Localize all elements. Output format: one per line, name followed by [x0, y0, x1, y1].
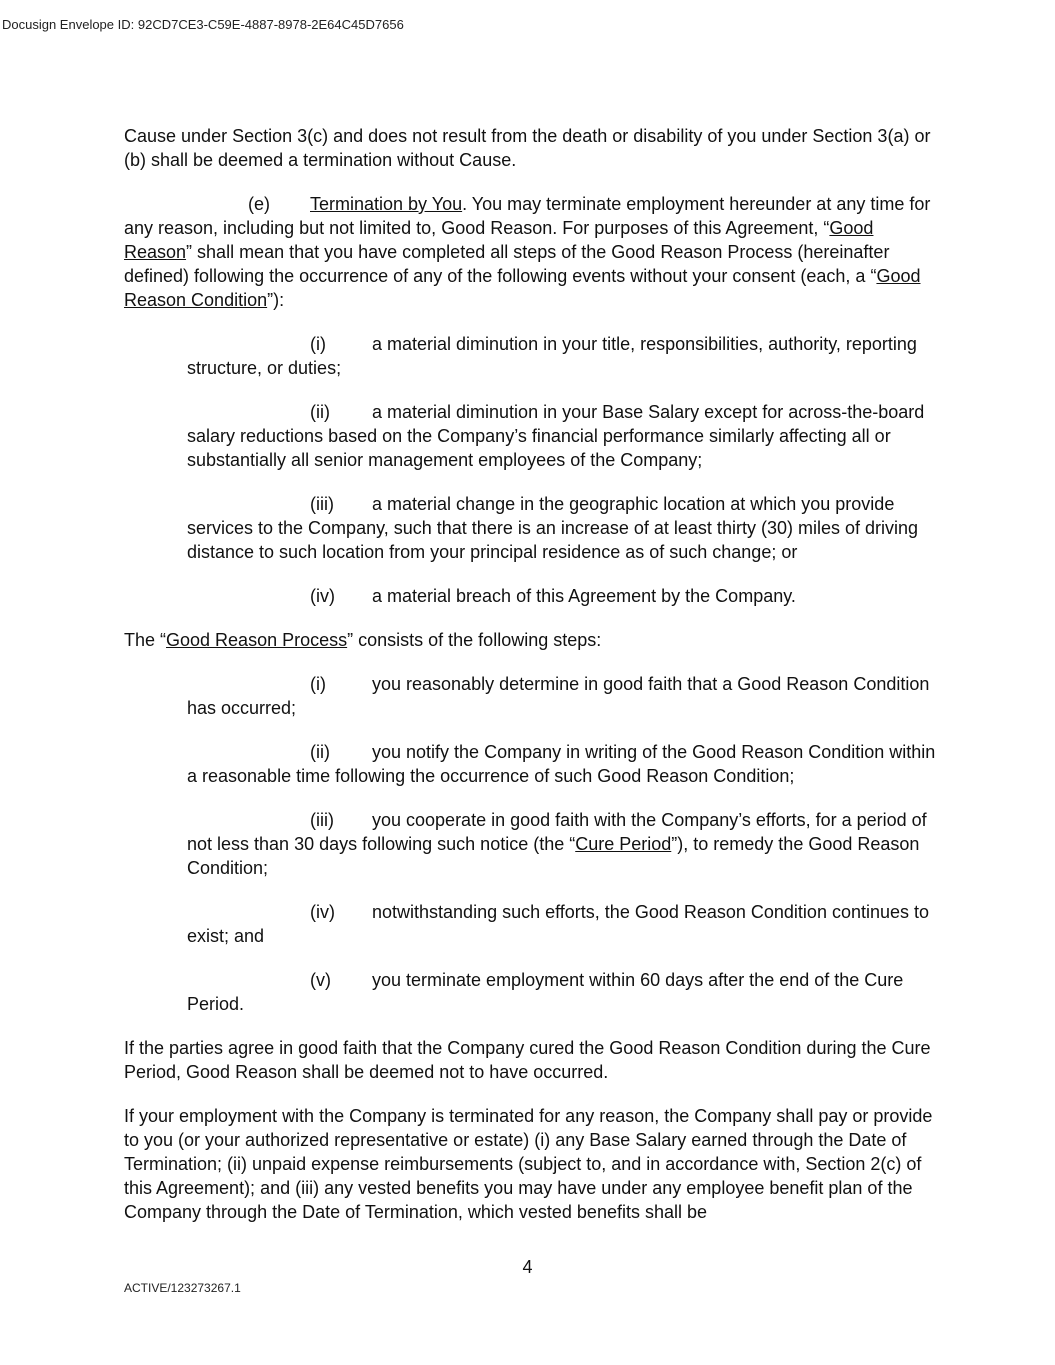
item-text: you terminate employment within 60 days after the end of the Cure Period. [187, 970, 904, 1014]
document-body [124, 124, 939, 1244]
paragraph-termination-by-you [124, 192, 939, 312]
list-item-step [187, 968, 939, 1016]
item-text: notwithstanding such efforts, the Good Reason Condition continues to exist; and [187, 902, 930, 946]
list-item-condition [187, 492, 939, 564]
item-number: (iii) [310, 810, 334, 830]
defined-term-good-reason-condition: Good Reason Condition [124, 266, 921, 310]
item-text: a material diminution in your Base Salary except for across-the-board salary reductions based on the Company’s financial performance similarly affecting all or substantially all senior management employees of the Company; [187, 402, 925, 470]
section-text-2: ” shall mean that you have completed all steps of the Good Reason Process (hereinafter defined) following the occurrence of any of the following events without your consent (each, a “ [124, 242, 890, 286]
section-label: (e) [248, 194, 270, 214]
item-text: a material change in the geographic location at which you provide services to the Company, such that there is an increase of at least thirty (30) miles of driving distance to such location from your principal residence as of such change; or [187, 494, 918, 562]
defined-term-cure-period: Cure Period [575, 834, 672, 854]
list-item-condition [187, 332, 939, 380]
item-text: a material breach of this Agreement by the Company. [372, 586, 796, 606]
list-item-step [187, 808, 939, 880]
item-text: a material diminution in your title, responsibilities, authority, reporting structure, or duties; [187, 334, 917, 378]
paragraph-process-intro [124, 628, 939, 652]
paragraph-cause-continuation: Cause under Section 3(c) and does not result from the death or disability of you under Section 3(a) or (b) shall be deemed a termination without Cause. [124, 126, 931, 170]
envelope-id-header: Docusign Envelope ID: 92CD7CE3-C59E-4887-8978-2E64C45D7656 [2, 17, 404, 32]
paragraph-payment-on-termination: If your employment with the Company is terminated for any reason, the Company shall pay or provide to you (or your authorized representative or estate) (i) any Base Salary earned through the Date of Termination; (ii) unpaid expense reimbursements (subject to, and in accordance with, Section 2(c) of this Agreement); and (iii) any vested benefits you may have under any employee benefit plan of the Company through the Date of Termination, which vested benefits shall be [124, 1106, 933, 1222]
item-text: you cooperate in good faith with the Company’s efforts, for a period of not less than 30 days following such notice (the “ [187, 810, 927, 854]
item-number: (ii) [310, 742, 330, 762]
item-number: (v) [310, 970, 331, 990]
list-item-step [187, 672, 939, 720]
item-number: (i) [310, 674, 326, 694]
section-title: Termination by You [310, 194, 463, 214]
defined-term-good-reason-process: Good Reason Process [166, 630, 348, 650]
item-number: (ii) [310, 402, 330, 422]
section-text-1: . You may terminate employment hereunder at any time for any reason, including but not limited to, Good Reason. For purposes of this Agreement, “ [124, 194, 931, 238]
intro-post: ” consists of the following steps: [347, 630, 602, 650]
item-number: (iv) [310, 586, 335, 606]
intro-pre: The “ [124, 630, 167, 650]
list-item-step [187, 900, 939, 948]
item-text: you reasonably determine in good faith that a Good Reason Condition has occurred; [187, 674, 930, 718]
list-item-condition [187, 584, 939, 608]
item-text: you notify the Company in writing of the Good Reason Condition within a reasonable time following the occurrence of such Good Reason Condition; [187, 742, 936, 786]
list-item-condition [187, 400, 939, 472]
defined-term-good-reason: Good Reason [124, 218, 874, 262]
item-number: (i) [310, 334, 326, 354]
document-id-footer: ACTIVE/123273267.1 [124, 1281, 241, 1295]
section-text-3: ”): [267, 290, 285, 310]
item-number: (iv) [310, 902, 335, 922]
item-number: (iii) [310, 494, 334, 514]
list-item-step [187, 740, 939, 788]
paragraph-cure-outcome: If the parties agree in good faith that the Company cured the Good Reason Condition during the Cure Period, Good Reason shall be deemed not to have occurred. [124, 1038, 931, 1082]
page-number: 4 [522, 1257, 533, 1277]
item-text-continued: ”), to remedy the Good Reason Condition; [187, 834, 920, 878]
